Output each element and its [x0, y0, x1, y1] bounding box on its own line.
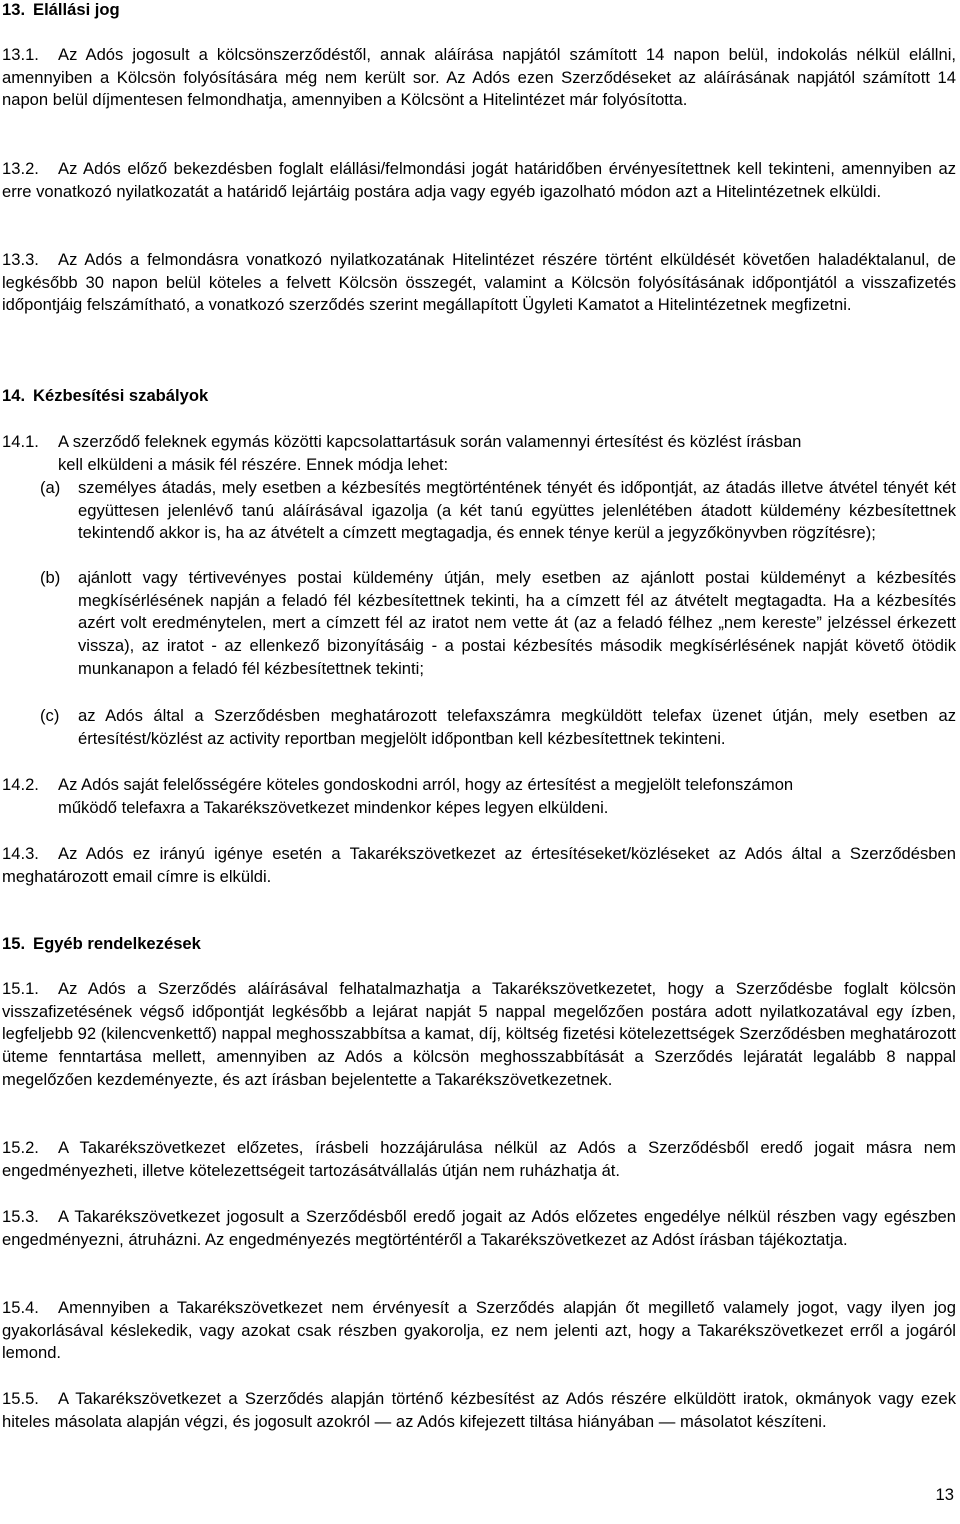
section-heading-13 — [2, 0, 120, 21]
paragraph-13-1 — [2, 44, 956, 112]
page-number: 13 — [935, 1485, 954, 1504]
paragraph-text: Az Adós a felmondásra vonatkozó nyilatkozatának Hitelintézet részére történt elküldését követően haladéktalanul, de legkésőbb 30 napon belül köteles a felvett Kölcsön összegét, valamint a Kölcsön folyósításának időpontjától a visszafizetés időpontjáig felszámítható, a vonatkozó szerződés szerint megállapított Ügyleti Kamatot a Hitelintézetnek megfizetni. — [2, 250, 956, 315]
paragraph-15-2 — [2, 1137, 956, 1182]
list-item-text: személyes átadás, mely esetben a kézbesítés megtörténtének tényét és időpontját, az átadás illetve átvétel tényét két együttesen jelenlévő tanú aláírásával igazolja (a két tanú együttes jelenlétében átadott küldemény kézbesítettnek tekintendő akkor is, ha az átvételt a címzett megtagadja, és ennek ténye kerül a jegyzőkönyvben rögzítésre); — [78, 478, 956, 543]
paragraph-14-2 — [2, 774, 956, 797]
paragraph-number: 14.1. — [2, 432, 39, 451]
paragraph-15-5 — [2, 1388, 956, 1433]
paragraph-text: A Takarékszövetkezet előzetes, írásbeli hozzájárulása nélkül az Adós a Szerződésből eredő jogait másra nem engedményezheti, illetve kötelezettségeit tartozásátvállalás útján nem ruházhatja át. — [2, 1138, 956, 1180]
list-item-label: (c) — [40, 706, 60, 725]
section-title: Egyéb rendelkezések — [33, 934, 201, 953]
paragraph-number: 15.5. — [2, 1389, 39, 1408]
paragraph-15-3 — [2, 1206, 956, 1251]
paragraph-number: 14.2. — [2, 775, 39, 794]
paragraph-14-1-continuation: kell elküldeni a másik fél részére. Ennek módja lehet: — [58, 455, 449, 474]
paragraph-15-4 — [2, 1297, 956, 1365]
list-item-label: (b) — [40, 568, 61, 587]
paragraph-number: 15.1. — [2, 979, 39, 998]
paragraph-number: 15.4. — [2, 1298, 39, 1317]
section-title: Elállási jog — [33, 0, 120, 19]
paragraph-text: Az Adós saját felelősségére köteles gondoskodni arról, hogy az értesítést a megjelölt telefonszámon — [58, 775, 794, 794]
paragraph-text: A Takarékszövetkezet a Szerződés alapján történő kézbesítést az Adós részére elküldött iratok, okmányok vagy ezek hiteles másolata alapján végzi, és jogosult azokról — az Adós kifejezett tiltása hiányában — másolatot készíteni. — [2, 1389, 956, 1431]
section-number: 14. — [2, 386, 26, 405]
paragraph-text: Az Adós ez irányú igénye esetén a Takarékszövetkezet az értesítéseket/közléseket az Adós által a Szerződésben meghatározott email címre is elküldi. — [2, 844, 956, 886]
paragraph-number: 15.2. — [2, 1138, 39, 1157]
paragraph-text: Az Adós jogosult a kölcsönszerződéstől, annak aláírása napjától számított 14 napon belül, indokolás nélkül elállni, amennyiben a Kölcsön folyósítására még nem került sor. Az Adós ezen Szerződéseket az aláírásának napjától számított 14 napon belül díjmentesen felmondhatja, amennyiben a Kölcsönt a Hitelintézet már folyósította. — [2, 45, 956, 110]
list-item-a — [2, 477, 956, 545]
paragraph-13-2 — [2, 158, 956, 203]
paragraph-14-2-continuation: működő telefaxra a Takarékszövetkezet mindenkor képes legyen elküldeni. — [58, 798, 609, 817]
paragraph-text: Amennyiben a Takarékszövetkezet nem érvényesít a Szerződés alapján őt megillető valamely jogot, vagy ilyen jog gyakorlásával késlekedik, vagy azokat csak részben gyakorolja, ez nem jelenti azt, hogy a Takarékszövetkezet erről a jogáról lemond. — [2, 1298, 956, 1363]
paragraph-14-3 — [2, 843, 956, 888]
list-item-label: (a) — [40, 478, 61, 497]
section-number: 15. — [2, 934, 26, 953]
section-heading-15 — [2, 933, 201, 955]
list-item-c — [2, 705, 956, 750]
paragraph-13-3 — [2, 249, 956, 317]
paragraph-text: A szerződő feleknek egymás közötti kapcsolattartásuk során valamennyi értesítést és közlést írásban — [58, 432, 802, 451]
paragraph-number: 13.1. — [2, 45, 39, 64]
list-item-text: az Adós által a Szerződésben meghatározott telefaxszámra megküldött telefax üzenet útján, mely esetben az értesítést/közlést az activity reportban megjelölt időpontban kell kézbesítettnek tekinteni. — [78, 706, 956, 748]
paragraph-number: 14.3. — [2, 844, 39, 863]
section-heading-14 — [2, 385, 208, 407]
section-number: 13. — [2, 0, 26, 19]
section-title: Kézbesítési szabályok — [33, 386, 209, 405]
list-item-text: ajánlott vagy tértivevényes postai küldemény útján, mely esetben az ajánlott postai küldeményt a kézbesítés megkísérlésének napján a feladó fél kézbesítettnek tekinti, ha a címzett fél az átvételt megtagadta. Ha a kézbesítés azért volt eredménytelen, mert a címzett fél az iratot nem vette át (az a feladó félhez „nem kereste” jelzéssel érkezett vissza), az iratot - az ellenkező bizonyításáig - a postai kézbesítés második megkísérlésének napját követő ötödik munkanapon a feladó fél kézbesítettnek tekinti; — [78, 568, 956, 678]
paragraph-number: 13.2. — [2, 159, 39, 178]
paragraph-14-1 — [2, 431, 956, 454]
paragraph-number: 13.3. — [2, 250, 39, 269]
paragraph-15-1 — [2, 978, 956, 1092]
paragraph-text: Az Adós a Szerződés aláírásával felhatalmazhatja a Takarékszövetkezetet, hogy a Szerződésbe foglalt kölcsön visszafizetésének végső időpontját legkésőbb a lejárat napját 5 nappal megelőzően postára adott nyilatkozatával egy ízben, legfeljebb 92 (kilencvenkettő) nappal meghosszabbítsa a kamat, díj, költség fizetési kötelezettségek Szerződésben meghatározott üteme fenntartása mellett, amennyiben az Adós a kölcsön meghosszabbítását a Szerződés lejáratát legalább 8 nappal megelőzően kezdeményezte, és azt írásban bejelentette a Takarékszövetkezetnek. — [2, 979, 956, 1089]
paragraph-number: 15.3. — [2, 1207, 39, 1226]
list-item-b — [2, 567, 956, 681]
paragraph-text: A Takarékszövetkezet jogosult a Szerződésből eredő jogait az Adós előzetes engedélye nélkül részben vagy egészben engedményezni, átruházni. Az engedményezés megtörténtéről a Takarékszövetkezet az Adóst írásban tájékoztatja. — [2, 1207, 956, 1249]
paragraph-text: Az Adós előző bekezdésben foglalt elállási/felmondási jogát határidőben érvényesítettnek kell tekinteni, amennyiben az erre vonatkozó nyilatkozatát a határidő lejártáig postára adja vagy egyéb igazolható módon azt a Hitelintézetnek elküldi. — [2, 159, 956, 201]
